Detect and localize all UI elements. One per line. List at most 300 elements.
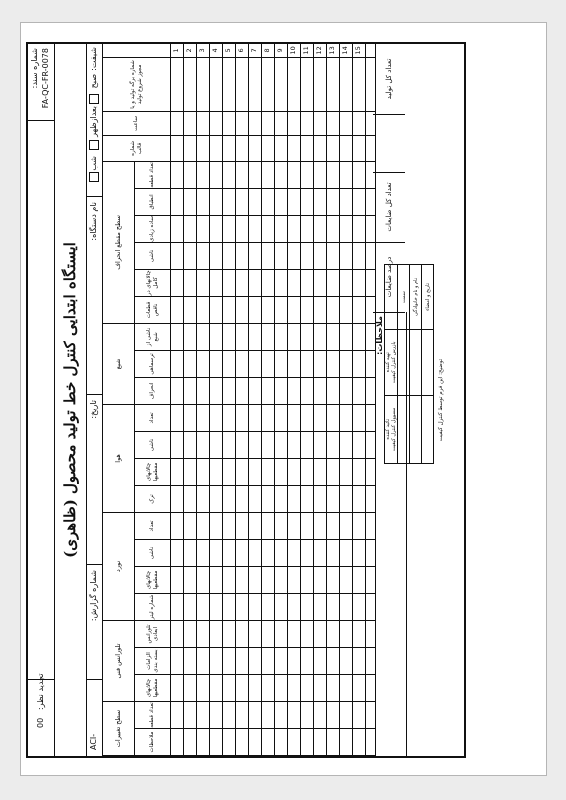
data-cell[interactable] — [171, 242, 184, 269]
data-cell[interactable] — [314, 485, 327, 512]
data-cell[interactable] — [340, 161, 353, 188]
data-cell[interactable] — [275, 242, 288, 269]
data-cell[interactable] — [236, 458, 249, 485]
data-cell[interactable] — [288, 485, 301, 512]
data-cell[interactable] — [288, 111, 301, 135]
data-cell[interactable] — [210, 593, 223, 620]
data-cell[interactable] — [275, 620, 288, 647]
data-cell[interactable] — [314, 242, 327, 269]
data-cell[interactable] — [262, 296, 275, 323]
data-cell[interactable] — [184, 296, 197, 323]
data-cell[interactable] — [171, 620, 184, 647]
data-cell[interactable] — [249, 620, 262, 647]
data-cell[interactable] — [288, 458, 301, 485]
data-cell[interactable] — [275, 674, 288, 701]
data-cell[interactable] — [314, 431, 327, 458]
data-cell[interactable] — [223, 111, 236, 135]
data-cell[interactable] — [275, 215, 288, 242]
data-cell[interactable] — [249, 161, 262, 188]
data-cell[interactable] — [171, 296, 184, 323]
data-cell[interactable] — [236, 512, 249, 539]
data-cell[interactable] — [262, 566, 275, 593]
data-cell[interactable] — [340, 647, 353, 674]
data-cell[interactable] — [301, 161, 314, 188]
data-cell[interactable] — [275, 269, 288, 296]
data-cell[interactable] — [223, 458, 236, 485]
data-cell[interactable] — [262, 728, 275, 755]
data-cell[interactable] — [353, 593, 366, 620]
data-cell[interactable] — [262, 323, 275, 350]
data-cell[interactable] — [197, 647, 210, 674]
data-cell[interactable] — [314, 269, 327, 296]
data-cell[interactable] — [184, 620, 197, 647]
data-cell[interactable] — [327, 296, 340, 323]
data-cell[interactable] — [249, 296, 262, 323]
data-cell[interactable] — [301, 269, 314, 296]
data-cell[interactable] — [288, 242, 301, 269]
data-cell[interactable] — [314, 620, 327, 647]
data-cell[interactable] — [327, 135, 340, 161]
data-cell[interactable] — [301, 728, 314, 755]
data-cell[interactable] — [236, 377, 249, 404]
data-cell[interactable] — [197, 701, 210, 728]
data-cell[interactable] — [301, 458, 314, 485]
data-cell[interactable] — [301, 135, 314, 161]
data-cell[interactable] — [275, 431, 288, 458]
data-cell[interactable] — [288, 674, 301, 701]
data-cell[interactable] — [327, 701, 340, 728]
data-cell[interactable] — [327, 323, 340, 350]
data-cell[interactable] — [288, 377, 301, 404]
data-cell[interactable] — [223, 701, 236, 728]
data-cell[interactable] — [314, 593, 327, 620]
data-cell[interactable] — [236, 566, 249, 593]
data-cell[interactable] — [275, 111, 288, 135]
data-cell[interactable] — [184, 377, 197, 404]
data-cell[interactable] — [197, 485, 210, 512]
data-cell[interactable] — [210, 323, 223, 350]
data-cell[interactable] — [184, 242, 197, 269]
data-cell[interactable] — [171, 593, 184, 620]
data-cell[interactable] — [353, 431, 366, 458]
data-cell[interactable] — [210, 111, 223, 135]
data-cell[interactable] — [210, 512, 223, 539]
data-cell[interactable] — [171, 701, 184, 728]
data-cell[interactable] — [314, 57, 327, 111]
data-cell[interactable] — [197, 728, 210, 755]
data-cell[interactable] — [275, 485, 288, 512]
data-cell[interactable] — [288, 512, 301, 539]
data-cell[interactable] — [327, 431, 340, 458]
data-cell[interactable] — [249, 485, 262, 512]
data-cell[interactable] — [275, 512, 288, 539]
data-cell[interactable] — [223, 296, 236, 323]
data-cell[interactable] — [223, 512, 236, 539]
data-cell[interactable] — [197, 593, 210, 620]
data-cell[interactable] — [275, 135, 288, 161]
data-cell[interactable] — [249, 404, 262, 431]
data-cell[interactable] — [223, 647, 236, 674]
shift-morning-checkbox[interactable] — [89, 94, 99, 104]
data-cell[interactable] — [327, 566, 340, 593]
data-cell[interactable] — [223, 57, 236, 111]
data-cell[interactable] — [171, 647, 184, 674]
data-cell[interactable] — [353, 728, 366, 755]
data-cell[interactable] — [249, 674, 262, 701]
data-cell[interactable] — [223, 728, 236, 755]
data-cell[interactable] — [184, 161, 197, 188]
data-cell[interactable] — [236, 135, 249, 161]
data-cell[interactable] — [353, 404, 366, 431]
data-cell[interactable] — [236, 539, 249, 566]
data-cell[interactable] — [197, 350, 210, 377]
data-cell[interactable] — [275, 539, 288, 566]
data-cell[interactable] — [353, 323, 366, 350]
data-cell[interactable] — [184, 728, 197, 755]
data-cell[interactable] — [275, 377, 288, 404]
data-cell[interactable] — [288, 404, 301, 431]
data-cell[interactable] — [197, 431, 210, 458]
data-cell[interactable] — [301, 111, 314, 135]
data-cell[interactable] — [314, 512, 327, 539]
data-cell[interactable] — [262, 161, 275, 188]
data-cell[interactable] — [262, 431, 275, 458]
data-cell[interactable] — [353, 269, 366, 296]
data-cell[interactable] — [184, 647, 197, 674]
data-cell[interactable] — [197, 188, 210, 215]
data-cell[interactable] — [327, 57, 340, 111]
data-cell[interactable] — [171, 485, 184, 512]
data-cell[interactable] — [262, 458, 275, 485]
data-cell[interactable] — [353, 296, 366, 323]
data-cell[interactable] — [236, 215, 249, 242]
data-cell[interactable] — [249, 431, 262, 458]
data-cell[interactable] — [327, 377, 340, 404]
data-cell[interactable] — [210, 647, 223, 674]
data-cell[interactable] — [340, 111, 353, 135]
data-cell[interactable] — [197, 620, 210, 647]
data-cell[interactable] — [223, 377, 236, 404]
data-cell[interactable] — [327, 111, 340, 135]
data-cell[interactable] — [249, 647, 262, 674]
data-cell[interactable] — [340, 215, 353, 242]
data-cell[interactable] — [314, 674, 327, 701]
data-cell[interactable] — [353, 242, 366, 269]
data-cell[interactable] — [236, 57, 249, 111]
data-cell[interactable] — [288, 620, 301, 647]
sig-cell[interactable] — [398, 395, 410, 463]
data-cell[interactable] — [301, 350, 314, 377]
data-cell[interactable] — [275, 350, 288, 377]
data-cell[interactable] — [236, 350, 249, 377]
data-cell[interactable] — [301, 647, 314, 674]
data-cell[interactable] — [223, 539, 236, 566]
data-cell[interactable] — [340, 242, 353, 269]
data-cell[interactable] — [223, 593, 236, 620]
data-cell[interactable] — [184, 350, 197, 377]
data-cell[interactable] — [197, 215, 210, 242]
data-cell[interactable] — [340, 539, 353, 566]
data-cell[interactable] — [210, 458, 223, 485]
data-cell[interactable] — [249, 111, 262, 135]
data-cell[interactable] — [197, 539, 210, 566]
data-cell[interactable] — [210, 620, 223, 647]
data-cell[interactable] — [262, 350, 275, 377]
data-cell[interactable] — [197, 377, 210, 404]
data-cell[interactable] — [340, 57, 353, 111]
data-cell[interactable] — [314, 188, 327, 215]
data-cell[interactable] — [210, 377, 223, 404]
data-cell[interactable] — [262, 620, 275, 647]
shift-afternoon-checkbox[interactable] — [89, 140, 99, 150]
data-cell[interactable] — [353, 215, 366, 242]
data-cell[interactable] — [197, 296, 210, 323]
data-cell[interactable] — [184, 593, 197, 620]
data-cell[interactable] — [275, 647, 288, 674]
data-cell[interactable] — [262, 701, 275, 728]
data-cell[interactable] — [249, 269, 262, 296]
data-cell[interactable] — [340, 620, 353, 647]
data-cell[interactable] — [249, 539, 262, 566]
data-cell[interactable] — [327, 593, 340, 620]
data-cell[interactable] — [262, 242, 275, 269]
data-cell[interactable] — [301, 431, 314, 458]
data-cell[interactable] — [353, 458, 366, 485]
data-cell[interactable] — [301, 620, 314, 647]
data-cell[interactable] — [314, 135, 327, 161]
data-cell[interactable] — [197, 512, 210, 539]
data-cell[interactable] — [288, 296, 301, 323]
data-cell[interactable] — [197, 135, 210, 161]
data-cell[interactable] — [314, 458, 327, 485]
data-cell[interactable] — [275, 566, 288, 593]
data-cell[interactable] — [353, 161, 366, 188]
data-cell[interactable] — [275, 728, 288, 755]
data-cell[interactable] — [288, 728, 301, 755]
data-cell[interactable] — [210, 57, 223, 111]
data-cell[interactable] — [223, 404, 236, 431]
data-cell[interactable] — [210, 188, 223, 215]
data-cell[interactable] — [171, 458, 184, 485]
data-cell[interactable] — [236, 620, 249, 647]
data-cell[interactable] — [340, 593, 353, 620]
sig-cell[interactable] — [398, 330, 410, 396]
data-cell[interactable] — [236, 701, 249, 728]
data-cell[interactable] — [314, 350, 327, 377]
data-cell[interactable] — [301, 57, 314, 111]
data-cell[interactable] — [184, 323, 197, 350]
data-cell[interactable] — [262, 512, 275, 539]
data-cell[interactable] — [262, 377, 275, 404]
data-cell[interactable] — [197, 161, 210, 188]
data-cell[interactable] — [262, 188, 275, 215]
data-cell[interactable] — [288, 135, 301, 161]
data-cell[interactable] — [197, 242, 210, 269]
data-cell[interactable] — [223, 566, 236, 593]
data-cell[interactable] — [288, 539, 301, 566]
data-cell[interactable] — [249, 512, 262, 539]
data-cell[interactable] — [288, 701, 301, 728]
data-cell[interactable] — [223, 215, 236, 242]
data-cell[interactable] — [236, 161, 249, 188]
data-cell[interactable] — [171, 404, 184, 431]
data-cell[interactable] — [210, 485, 223, 512]
data-cell[interactable] — [236, 111, 249, 135]
data-cell[interactable] — [340, 188, 353, 215]
data-cell[interactable] — [340, 512, 353, 539]
shift-night-checkbox[interactable] — [89, 172, 99, 182]
data-cell[interactable] — [197, 674, 210, 701]
data-cell[interactable] — [223, 485, 236, 512]
data-cell[interactable] — [249, 323, 262, 350]
data-cell[interactable] — [262, 269, 275, 296]
data-cell[interactable] — [249, 215, 262, 242]
data-cell[interactable] — [275, 161, 288, 188]
data-cell[interactable] — [184, 57, 197, 111]
data-cell[interactable] — [353, 539, 366, 566]
data-cell[interactable] — [314, 701, 327, 728]
data-cell[interactable] — [171, 350, 184, 377]
data-cell[interactable] — [223, 135, 236, 161]
data-cell[interactable] — [236, 323, 249, 350]
data-cell[interactable] — [353, 485, 366, 512]
data-cell[interactable] — [340, 674, 353, 701]
data-cell[interactable] — [249, 701, 262, 728]
data-cell[interactable] — [262, 593, 275, 620]
data-cell[interactable] — [340, 269, 353, 296]
data-cell[interactable] — [275, 296, 288, 323]
data-cell[interactable] — [353, 57, 366, 111]
data-cell[interactable] — [288, 269, 301, 296]
data-cell[interactable] — [301, 188, 314, 215]
data-cell[interactable] — [327, 350, 340, 377]
data-cell[interactable] — [275, 188, 288, 215]
data-cell[interactable] — [223, 674, 236, 701]
data-cell[interactable] — [340, 350, 353, 377]
data-cell[interactable] — [171, 431, 184, 458]
data-cell[interactable] — [353, 350, 366, 377]
data-cell[interactable] — [249, 458, 262, 485]
data-cell[interactable] — [184, 539, 197, 566]
data-cell[interactable] — [327, 485, 340, 512]
data-cell[interactable] — [327, 269, 340, 296]
data-cell[interactable] — [275, 323, 288, 350]
data-cell[interactable] — [288, 161, 301, 188]
data-cell[interactable] — [171, 377, 184, 404]
data-cell[interactable] — [327, 647, 340, 674]
data-cell[interactable] — [210, 431, 223, 458]
data-cell[interactable] — [353, 377, 366, 404]
data-cell[interactable] — [262, 135, 275, 161]
data-cell[interactable] — [314, 647, 327, 674]
data-cell[interactable] — [210, 674, 223, 701]
data-cell[interactable] — [249, 57, 262, 111]
data-cell[interactable] — [171, 161, 184, 188]
data-cell[interactable] — [249, 566, 262, 593]
data-cell[interactable] — [262, 404, 275, 431]
data-cell[interactable] — [171, 188, 184, 215]
data-cell[interactable] — [210, 539, 223, 566]
data-cell[interactable] — [184, 188, 197, 215]
data-cell[interactable] — [301, 404, 314, 431]
data-cell[interactable] — [288, 323, 301, 350]
data-cell[interactable] — [353, 647, 366, 674]
data-cell[interactable] — [171, 728, 184, 755]
data-cell[interactable] — [340, 458, 353, 485]
data-cell[interactable] — [314, 161, 327, 188]
data-cell[interactable] — [353, 111, 366, 135]
data-cell[interactable] — [275, 57, 288, 111]
data-cell[interactable] — [327, 620, 340, 647]
data-cell[interactable] — [353, 188, 366, 215]
data-cell[interactable] — [236, 269, 249, 296]
data-cell[interactable] — [340, 323, 353, 350]
data-cell[interactable] — [210, 269, 223, 296]
data-cell[interactable] — [353, 135, 366, 161]
data-cell[interactable] — [223, 431, 236, 458]
data-cell[interactable] — [301, 539, 314, 566]
data-cell[interactable] — [236, 674, 249, 701]
data-cell[interactable] — [314, 215, 327, 242]
data-cell[interactable] — [210, 728, 223, 755]
data-cell[interactable] — [249, 728, 262, 755]
data-cell[interactable] — [223, 620, 236, 647]
data-cell[interactable] — [301, 512, 314, 539]
data-cell[interactable] — [236, 296, 249, 323]
data-cell[interactable] — [197, 57, 210, 111]
data-cell[interactable] — [184, 566, 197, 593]
data-cell[interactable] — [210, 350, 223, 377]
data-cell[interactable] — [171, 323, 184, 350]
data-cell[interactable] — [184, 404, 197, 431]
data-cell[interactable] — [301, 323, 314, 350]
data-cell[interactable] — [210, 215, 223, 242]
data-cell[interactable] — [353, 566, 366, 593]
data-cell[interactable] — [288, 647, 301, 674]
data-cell[interactable] — [327, 188, 340, 215]
data-cell[interactable] — [236, 242, 249, 269]
data-cell[interactable] — [288, 350, 301, 377]
data-cell[interactable] — [301, 674, 314, 701]
sig-cell[interactable] — [410, 395, 422, 463]
data-cell[interactable] — [236, 485, 249, 512]
data-cell[interactable] — [184, 485, 197, 512]
data-cell[interactable] — [223, 323, 236, 350]
data-cell[interactable] — [171, 269, 184, 296]
data-cell[interactable] — [262, 215, 275, 242]
data-cell[interactable] — [340, 701, 353, 728]
data-cell[interactable] — [262, 647, 275, 674]
data-cell[interactable] — [197, 404, 210, 431]
data-cell[interactable] — [327, 728, 340, 755]
data-cell[interactable] — [314, 377, 327, 404]
data-cell[interactable] — [262, 485, 275, 512]
data-cell[interactable] — [275, 701, 288, 728]
data-cell[interactable] — [340, 377, 353, 404]
data-cell[interactable] — [314, 111, 327, 135]
data-cell[interactable] — [288, 57, 301, 111]
sig-cell[interactable] — [422, 395, 434, 463]
data-cell[interactable] — [184, 269, 197, 296]
data-cell[interactable] — [236, 647, 249, 674]
data-cell[interactable] — [262, 674, 275, 701]
data-cell[interactable] — [340, 728, 353, 755]
data-cell[interactable] — [340, 135, 353, 161]
data-cell[interactable] — [327, 512, 340, 539]
data-cell[interactable] — [288, 566, 301, 593]
data-cell[interactable] — [223, 242, 236, 269]
data-cell[interactable] — [340, 296, 353, 323]
